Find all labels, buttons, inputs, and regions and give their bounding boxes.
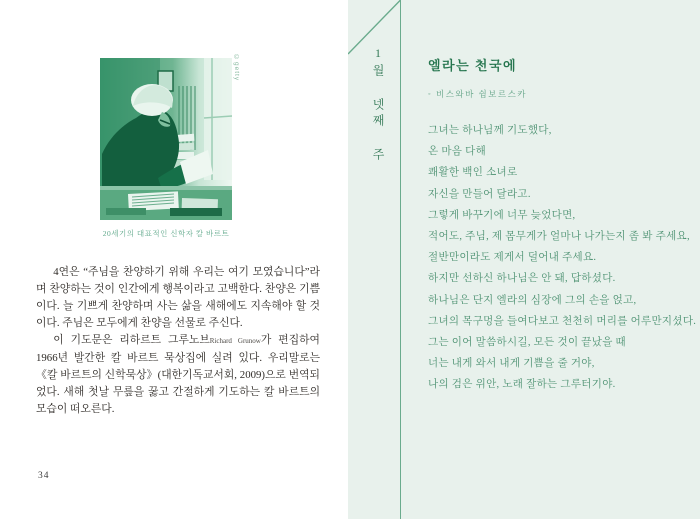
page-number: 34 [38, 471, 50, 481]
karl-barth-photo [100, 58, 232, 220]
left-page [0, 0, 348, 519]
paragraph-2-post: 가 편집하여 1966년 발간한 칼 바르트 묵상집에 실려 있다. 우리말로는 《칼 바르트의 신학묵상》(대한기독교서회, 2009)으로 번역되었다. 새해 첫날 무릎을 꿇고 간절하게 기도하는 칼 바르트의 모습이 떠오른다. [36, 334, 320, 415]
photo-credit: ©getty [233, 54, 240, 82]
poem-line: 하나님은 단지 엘라의 심장에 그의 손을 얹고, [428, 294, 637, 306]
photo-caption: 20세기의 대표적인 신학자 칼 바르트 [102, 229, 230, 238]
poem-line: 쾌활한 백인 소녀로 [428, 167, 518, 179]
right-page [348, 0, 700, 519]
paragraph-1 [36, 264, 320, 332]
poem-line: 절반만이라도 제게서 덜어내 주세요. [428, 252, 597, 264]
poem-body [428, 120, 696, 396]
poem-line: 그는 이어 말씀하시길, 모든 것이 끝났을 때 [428, 337, 627, 349]
vertical-rule [400, 0, 401, 519]
poem-line: 적어도, 주님, 제 몸무게가 얼마나 나가는지 좀 봐 주세요, [428, 231, 690, 243]
paragraph-1-text: 4연은 “주님을 찬양하기 위해 우리는 여기 모였습니다”라며 찬양하는 것이 인간에게 행복이라고 고백한다. 찬양은 기쁨이다. 늘 기쁘게 찬양하며 사는 삶을 새해에도 지속해야 할 것이다. 주님은 모두에게 찬양을 선물로 주신다. [36, 266, 320, 329]
poem-content [428, 55, 696, 396]
body-text [36, 264, 320, 418]
photo-illustration [100, 58, 232, 220]
poem-line: 나의 검은 위안, 노래 잘하는 그루터기야. [428, 379, 616, 391]
poem-line: 하지만 선하신 하나님은 안 돼, 답하셨다. [428, 273, 616, 285]
poem-line: 자신을 만들어 달라고. [428, 188, 531, 200]
poem-line: 온 마음 다해 [428, 146, 487, 158]
paragraph-2-latin-name: Richard Grunow [209, 337, 261, 345]
poem-line: 그녀는 하나님께 기도했다, [428, 125, 552, 136]
poem-author-line [428, 88, 696, 100]
poem-author: 비스와바 쉼보르스카 [435, 89, 528, 99]
poem-title: 엘라는 천국에 [428, 58, 518, 73]
week-label: 1월 넷째 주 [371, 46, 385, 164]
poem-line: 그녀의 목구멍을 들여다보고 천천히 머리를 어루만지셨다. [428, 315, 697, 327]
author-marker-icon: ◦ [428, 90, 432, 98]
poem-line: 그렇게 바꾸기에 너무 늦었다면, [428, 209, 576, 221]
paragraph-2-pre: 이 기도문은 리하르트 그루노브 [53, 334, 210, 346]
paragraph-2 [36, 332, 320, 418]
poem-line: 너는 내게 와서 내게 기쁨을 줄 거야, [428, 358, 595, 370]
